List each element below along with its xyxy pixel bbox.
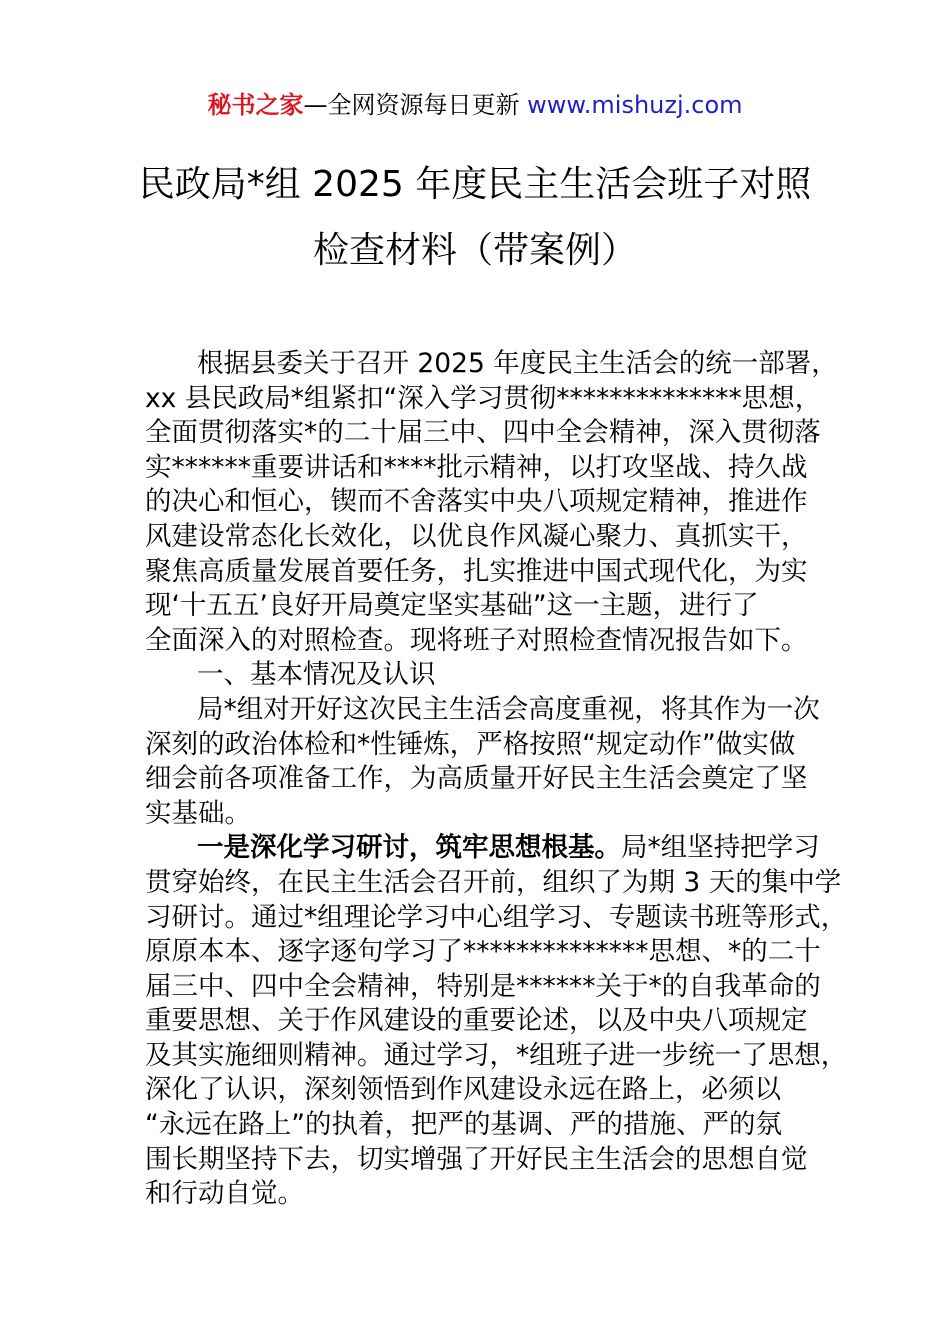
paragraph-line: 深化了认识，深刻领悟到作风建设永远在路上，必须以: [145, 1074, 781, 1106]
paragraph-line: 聚焦高质量发展首要任务，扎实推进中国式现代化，为实: [145, 555, 808, 587]
paragraph-line: 重要思想、关于作风建设的重要论述，以及中央八项规定: [145, 1005, 808, 1037]
paragraph-line: 实基础。: [145, 797, 251, 829]
paragraph-line: 及其实施细则精神。通过学习，*组班子进一步统一了思想，: [145, 1039, 848, 1071]
site-url-link[interactable]: www.mishuzj.com: [527, 91, 743, 119]
paragraph-line: 实******重要讲话和****批示精神，以打攻坚战、持久战: [145, 451, 808, 483]
document-body: [145, 347, 848, 1212]
document-title-line-1: 民政局*组 2025 年度民主生活会班子对照: [138, 164, 812, 205]
paragraph-line: 贯穿始终，在民主生活会召开前，组织了为期 3 天的集中学: [145, 866, 842, 898]
paragraph-line: 全面贯彻落实*的二十届三中、四中全会精神，深入贯彻落: [145, 417, 821, 449]
paragraph-line: 习研讨。通过*组理论学习中心组学习、专题读书班等形式，: [145, 901, 848, 933]
paragraph-line: 围长期坚持下去，切实增强了开好民主生活会的思想自觉: [145, 1143, 808, 1175]
paragraph-line: 细会前各项准备工作，为高质量开好民主生活会奠定了坚: [145, 763, 808, 795]
paragraph-line: “永远在路上”的执着，把严的基调、严的措施、严的氛: [145, 1109, 782, 1141]
paragraph-line: 届三中、四中全会精神，特别是******关于*的自我革命的: [145, 970, 821, 1002]
site-header: [0, 88, 950, 122]
paragraph-line: 现‘十五五’良好开局奠定坚实基础”这一主题，进行了: [145, 590, 759, 622]
paragraph-line: 局*组对开好这次民主生活会高度重视，将其作为一次: [197, 693, 820, 725]
document-title-line-2: 检查材料（带案例）: [312, 230, 637, 271]
paragraph-line: 深刻的政治体检和*性锤炼，严格按照“规定动作”做实做: [145, 728, 796, 760]
brand-name: 秘书之家: [207, 91, 304, 119]
header-tagline: —全网资源每日更新: [303, 91, 528, 119]
paragraph-line: 根据县委关于召开 2025 年度民主生活会的统一部署，: [197, 348, 838, 379]
section-heading: 一、基本情况及认识: [197, 659, 436, 691]
paragraph-line: 全面深入的对照检查。现将班子对照检查情况报告如下。: [145, 624, 808, 656]
paragraph-text: 局*组坚持把学习: [621, 832, 820, 864]
paragraph-line: xx 县民政局*组紧扣“深入学习贯彻**************思想，: [145, 382, 822, 414]
bold-lead-in: 一是深化学习研讨，筑牢思想根基。: [197, 832, 621, 864]
paragraph-line: 的决心和恒心，锲而不舍落实中央八项规定精神，推进作: [145, 486, 808, 518]
paragraph-line: [145, 831, 835, 866]
paragraph-line: 原原本本、逐字逐句学习了**************思想、*的二十: [145, 936, 821, 968]
paragraph-line: 风建设常态化长效化，以优良作风凝心聚力、真抓实干，: [145, 520, 808, 552]
paragraph-line: 和行动自觉。: [145, 1178, 304, 1210]
